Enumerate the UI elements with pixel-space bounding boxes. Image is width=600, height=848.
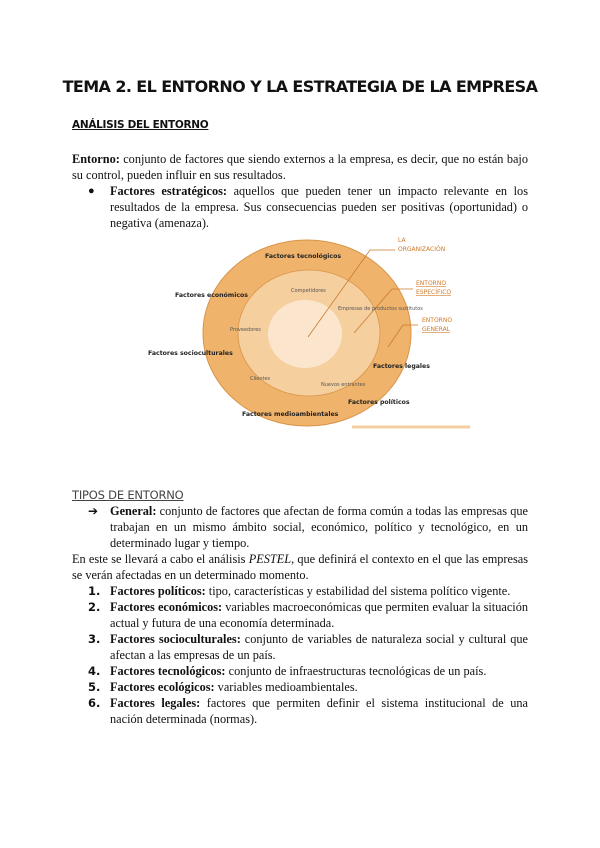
pestel-term: PESTEL xyxy=(248,552,292,566)
definition: conjunto de infraestructuras tecnológicas de un país. xyxy=(225,664,487,678)
list-item xyxy=(88,695,528,727)
definition: aquellos que pueden tener un impacto relevante en los resultados de la empresa. Sus consecuencias pueden ser positivas (oportunidad) o negativa (amenaza). xyxy=(110,184,528,230)
label-nuevos-entrantes: Nuevos entrantes xyxy=(321,382,366,388)
label-factores-legales: Factores legales xyxy=(373,363,430,370)
label-factores-tecnologicos: Factores tecnológicos xyxy=(265,253,342,260)
bullet-row xyxy=(88,183,528,231)
definition: conjunto de factores que siendo externos a la empresa, es decir, que no están bajo su control, pueden influir en sus resultados. xyxy=(72,152,528,182)
label-factores-politicos: Factores políticos xyxy=(348,399,410,406)
term: Factores tecnológicos: xyxy=(110,664,226,678)
section-heading-analisis: ANÁLISIS DEL ENTORNO xyxy=(72,119,209,131)
list-item xyxy=(88,631,528,663)
label-factores-socioculturales: Factores socioculturales xyxy=(148,350,233,357)
term: Factores ecológicos: xyxy=(110,680,215,694)
paragraph-pestel xyxy=(72,551,528,583)
inner-circle-organization xyxy=(268,300,342,368)
label-sustitutos: Empresas de productos sustitutos xyxy=(338,306,423,312)
text: , que definirá el contexto en el que las empresas se verán afectadas en un determinado momento. xyxy=(72,552,528,582)
list-item xyxy=(88,599,528,631)
list-item-text xyxy=(110,695,528,727)
term: Factores estratégicos: xyxy=(110,184,227,198)
callout-entorno-especifico-2: ESPECÍFICO xyxy=(416,289,452,296)
term: Factores legales: xyxy=(110,696,201,710)
list-item xyxy=(88,583,528,599)
term: General: xyxy=(110,504,157,518)
list-item-text xyxy=(110,631,528,663)
definition: tipo, características y estabilidad del sistema político vigente. xyxy=(205,584,511,598)
list-number: 3. xyxy=(88,632,101,646)
list-item-text xyxy=(110,679,528,695)
callout-entorno-general-2: GENERAL xyxy=(422,326,451,333)
term: Factores económicos: xyxy=(110,600,223,614)
callout-organizacion: ORGANIZACIÓN xyxy=(398,246,446,253)
definition: variables macroeconómicas que permiten evaluar la situación actual y futura de una economía determinada. xyxy=(110,600,528,630)
diagram-container xyxy=(0,235,600,435)
callout-entorno-especifico-1: ENTORNO xyxy=(416,280,447,287)
list-number: 2. xyxy=(88,600,101,614)
definition: variables medioambientales. xyxy=(214,680,358,694)
label-factores-economicos: Factores económicos xyxy=(175,292,248,299)
definition: conjunto de variables de naturaleza social y cultural que afectan a las empresas de un país. xyxy=(110,632,528,662)
list-number: 4. xyxy=(88,664,101,678)
document-body xyxy=(62,0,538,727)
callout-la: LA xyxy=(398,237,406,244)
list-number: 5. xyxy=(88,680,101,694)
page-title: TEMA 2. EL ENTORNO Y LA ESTRATEGIA DE LA EMPRESA xyxy=(62,77,538,96)
list-number: 1. xyxy=(88,584,101,598)
section-heading-tipos: TIPOS DE ENTORNO xyxy=(72,488,184,502)
list-item xyxy=(88,663,528,679)
pestel-list xyxy=(72,583,528,727)
definition: factores que permiten definir el sistema institucional de una nación determinada (normas). xyxy=(110,696,528,726)
environment-diagram xyxy=(140,235,480,435)
bullet-icon: ● xyxy=(88,185,95,197)
bullet-general xyxy=(110,503,528,551)
bullet-row xyxy=(88,503,528,551)
arrow-bullet-icon: ➔ xyxy=(88,504,99,518)
label-proveedores: Proveedores xyxy=(230,327,261,333)
text: En este se llevará a cabo el análisis xyxy=(72,552,249,566)
bullet-factores-estrategicos xyxy=(110,183,528,231)
term: Entorno: xyxy=(72,152,120,166)
list-item-text xyxy=(110,663,528,679)
label-factores-medioambientales: Factores medioambientales xyxy=(242,411,339,418)
paragraph-entorno xyxy=(72,151,528,183)
list-item-text xyxy=(110,583,528,599)
definition: conjunto de factores que afectan de forma común a todas las empresas que trabajan en un mismo ámbito social, económico, político y tecnológico, en un determinado lugar y tiempo. xyxy=(110,504,528,550)
list-number: 6. xyxy=(88,696,101,710)
term: Factores políticos: xyxy=(110,584,206,598)
callout-entorno-general-1: ENTORNO xyxy=(422,317,453,324)
label-competidores: Competidores xyxy=(291,288,326,294)
list-item xyxy=(88,679,528,695)
term: Factores socioculturales: xyxy=(110,632,241,646)
list-item-text xyxy=(110,599,528,631)
label-clientes: Clientes xyxy=(250,376,271,382)
